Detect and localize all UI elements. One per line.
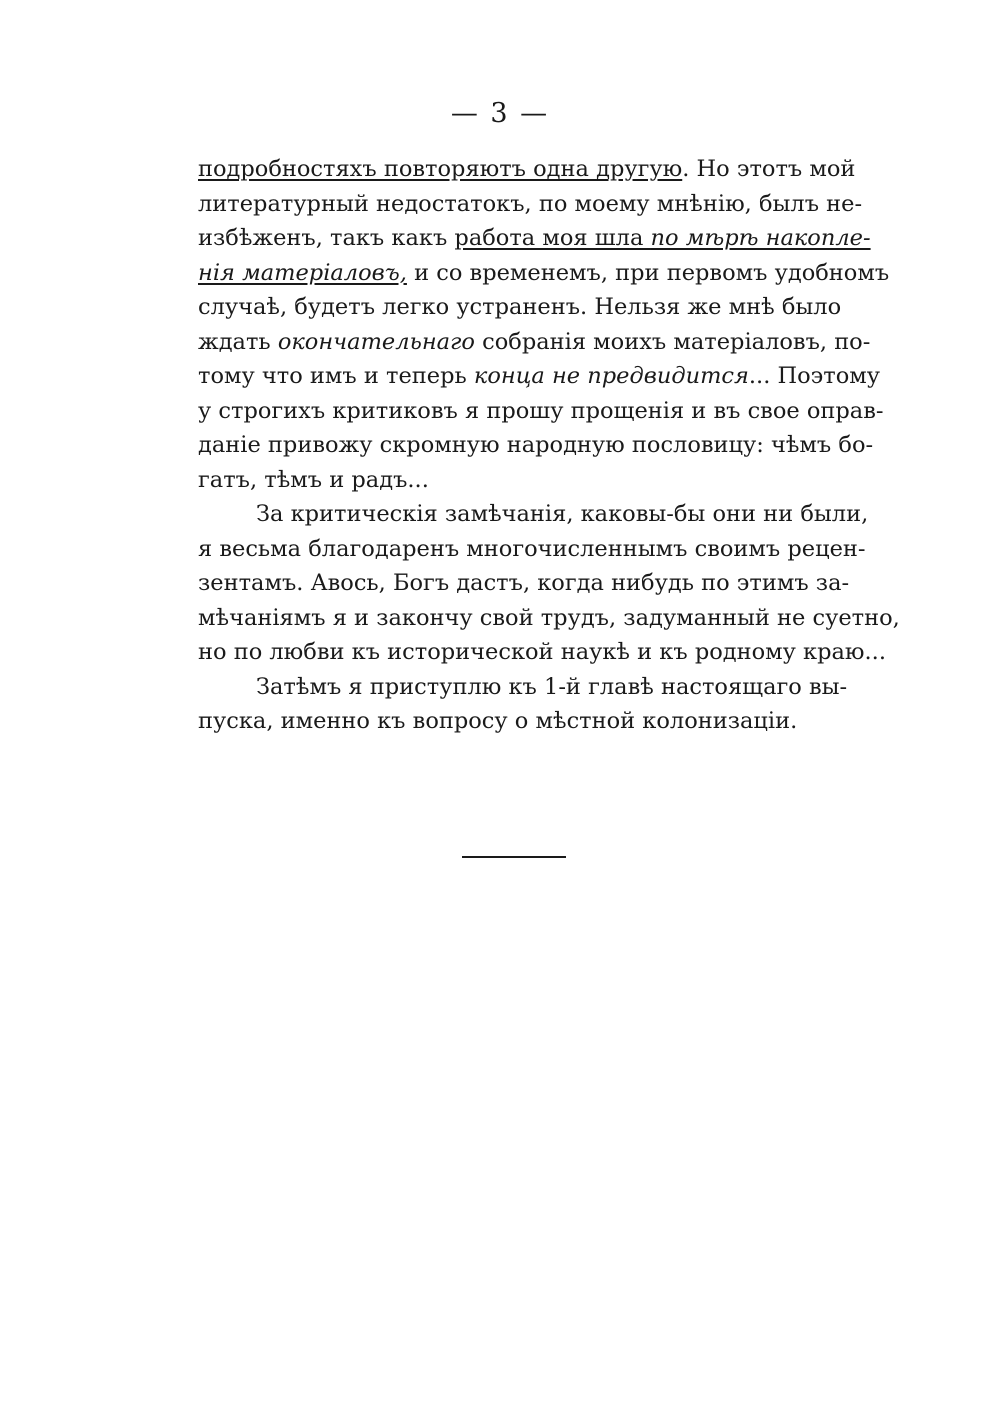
- text-span: Затѣмъ я приступлю къ 1-й главѣ настоящаго вы-: [256, 673, 848, 700]
- italic-phrase: конца не предвидится: [473, 363, 749, 389]
- section-divider: [462, 856, 566, 858]
- underlined-italic-phrase: нія матеріаловъ,: [198, 259, 407, 286]
- text-line: [198, 601, 900, 636]
- text-span: и со временемъ, при первомъ удобномъ: [406, 259, 890, 286]
- text-span: ... Поэтому: [748, 363, 881, 389]
- text-line: [198, 497, 869, 532]
- text-line: [198, 221, 871, 256]
- text-span: но по любви къ исторической наукѣ и къ родному краю...: [198, 639, 886, 665]
- underlined-phrase: работа моя шла: [454, 225, 651, 251]
- text-span: . Но этотъ мой: [682, 156, 856, 182]
- text-line: [198, 290, 842, 325]
- text-line: [198, 187, 863, 222]
- text-line: [198, 256, 890, 291]
- text-line: [198, 704, 834, 739]
- text-span: пуска, именно къ вопросу о мѣстной колонизаціи.: [198, 708, 798, 734]
- text-span: За критическія замѣчанія, каковы-бы они ни были,: [256, 501, 869, 527]
- text-span: избѣженъ, такъ какъ: [198, 225, 455, 251]
- text-line: [198, 359, 881, 394]
- text-span: у строгихъ критиковъ я прошу прощенія и въ свое оправ-: [198, 397, 884, 424]
- text-span: литературный недостатокъ, по моему мнѣнію, былъ не-: [198, 190, 863, 217]
- text-span: случаѣ, будетъ легко устраненъ. Нельзя же мнѣ было: [198, 294, 842, 320]
- text-line: [198, 566, 850, 601]
- underlined-phrase: подробностяхъ повторяютъ одна другую: [198, 156, 683, 182]
- text-line: [198, 394, 884, 429]
- text-line: [198, 532, 866, 567]
- text-span: зентамъ. Авось, Богъ дастъ, когда нибудь по этимъ за-: [198, 570, 850, 596]
- text-line: [198, 463, 834, 498]
- text-line: [198, 635, 886, 670]
- text-span: гатъ, тѣмъ и радъ...: [198, 466, 429, 493]
- text-span: я весьма благодаренъ многочисленнымъ своимъ рецен-: [198, 535, 866, 562]
- text-span: мѣчаніямъ я и закончу свой трудъ, задуманный не суетно,: [198, 604, 900, 631]
- text-span: ждать: [198, 328, 278, 355]
- text-line: [198, 428, 874, 463]
- italic-phrase: окончательнаго: [277, 328, 475, 355]
- text-line: [198, 152, 856, 187]
- underlined-italic-phrase: по мѣрѣ накопле-: [650, 225, 871, 251]
- text-span: собранія моихъ матеріаловъ, по-: [474, 328, 871, 355]
- body-text: [198, 152, 900, 739]
- page-number: — 3 —: [450, 98, 550, 129]
- text-line: [198, 670, 848, 705]
- text-line: [198, 325, 871, 360]
- text-span: даніе привожу скромную народную пословицу: чѣмъ бо-: [198, 432, 874, 458]
- text-span: тому что имъ и теперь: [198, 363, 474, 389]
